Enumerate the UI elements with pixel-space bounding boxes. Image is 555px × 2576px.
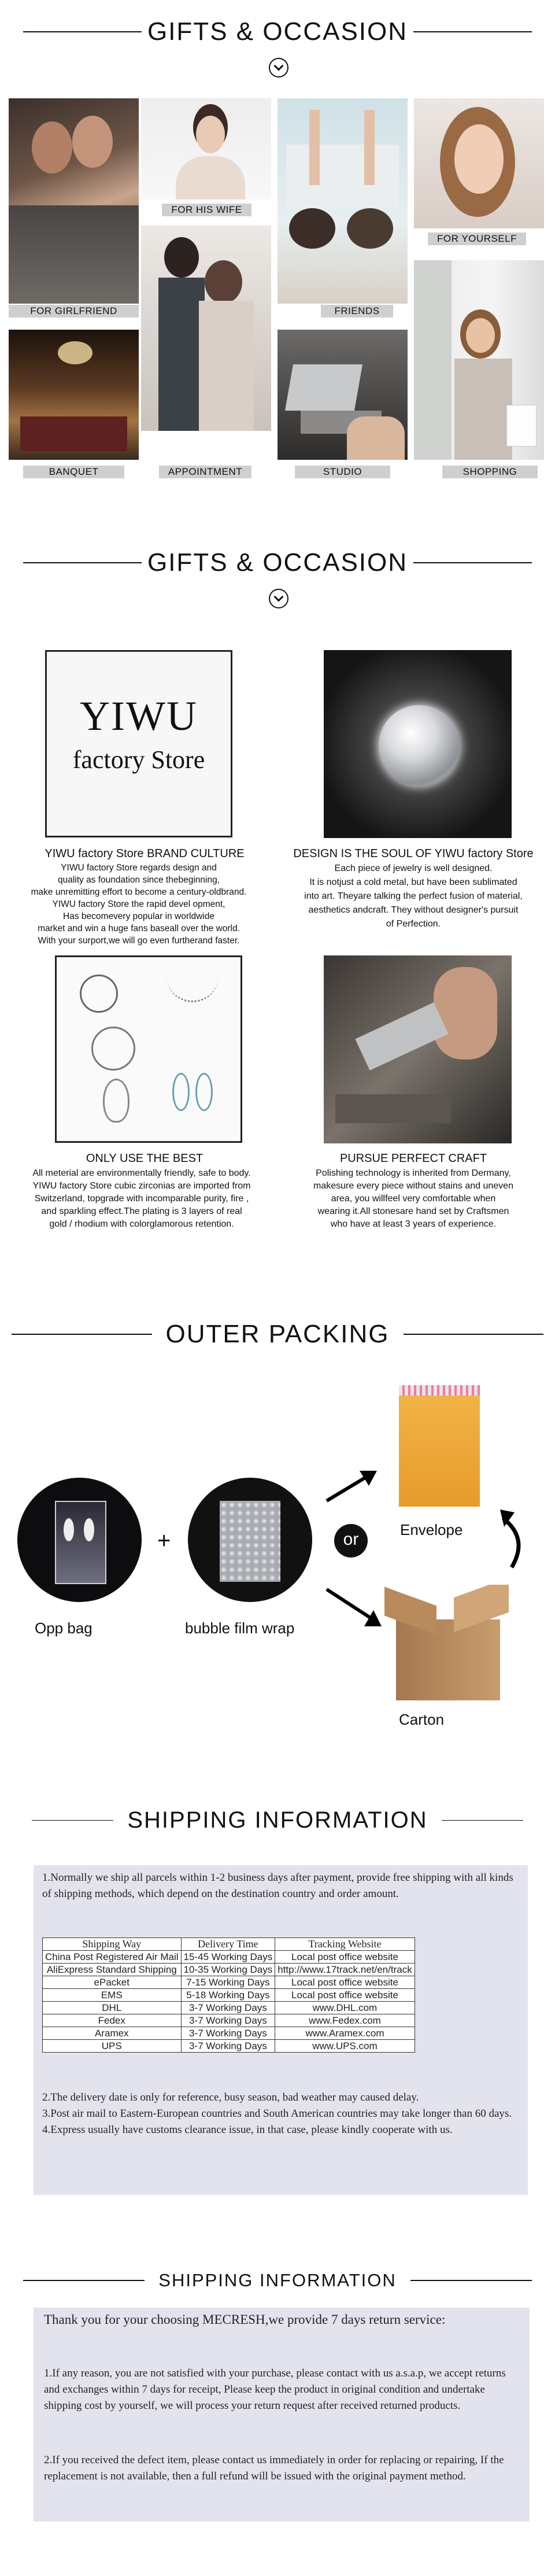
shipping-note: 2.The delivery date is only for reference, busy season, bad weather may caused delay. (42, 2091, 419, 2103)
design-title: DESIGN IS THE SOUL OF YIWU factory Store (293, 847, 534, 860)
table-row (43, 2027, 415, 2040)
header-rule (12, 1334, 152, 1335)
table-row (43, 1964, 415, 1976)
table-cell: China Post Registered Air Mail (43, 1951, 182, 1964)
text-line: Each piece of jewelry is well designed. (334, 863, 493, 873)
shipping-notes (34, 2090, 528, 2138)
shipping-note: 4.Express usually have customs clearance issue, in that case, please kindly cooperate with us. (42, 2124, 453, 2136)
table-row (43, 1951, 415, 1964)
shipping-intro: 1.Normally we ship all parcels within 1-2 business days after payment, provide free shipping with all kinds of shipping methods, which depend on the destination country and order amount. (42, 1872, 513, 1900)
text-line: aesthetics andcraft. They without designer's pursuit (308, 905, 519, 915)
table-cell: AliExpress Standard Shipping (43, 1964, 182, 1976)
returns-paragraph: 1.If any reason, you are not satisfied with your purchase, please contact with us a.s.a.p, we accept returns and exchanges within 7 days for receipt, Please keep the product in original condition and undertake shipping cost by yourself, we will process your return request after received returned products. (44, 2367, 506, 2412)
text-line: gold / rhodium with colorglamorous retention. (49, 1219, 234, 1229)
text-line: Polishing technology is inherited from Dermany, (316, 1168, 511, 1178)
logo-line-2: factory Store (72, 746, 205, 774)
text-line: It is notjust a cold metal, but have been sublimated (309, 877, 517, 887)
returns-panel (34, 2308, 530, 2522)
table-cell: Aramex (43, 2027, 182, 2040)
studio-photo (278, 330, 408, 460)
text-line: All meterial are environmentally friendly, safe to body. (32, 1168, 251, 1178)
text-line: YIWU factory Store regards design and (61, 863, 217, 873)
text-line: YIWU factory Store the rapid devel opment, (52, 899, 225, 909)
label-for-his-wife: FOR HIS WIFE (162, 204, 251, 216)
returns-paragraph: 2.If you received the defect item, please contact us immediately in order for replacing or repairing, If the replacement is not available, then a full refund will be issued with the original payment method. (44, 2454, 504, 2482)
table-row (43, 2040, 415, 2053)
text-line: quality as foundation since thebeginning, (57, 875, 220, 885)
table-cell: 15-45 Working Days (181, 1951, 275, 1964)
table-cell: Local post office website (275, 1989, 415, 2002)
table-cell: UPS (43, 2040, 182, 2053)
label-shopping: SHOPPING (442, 466, 538, 478)
brand-header (0, 548, 555, 577)
culture-title: YIWU factory Store BRAND CULTURE (45, 847, 245, 860)
craft-title: PURSUE PERFECT CRAFT (339, 1152, 487, 1165)
envelope-label: Envelope (400, 1521, 463, 1538)
curved-arrow-icon (497, 1510, 532, 1573)
best-title: ONLY USE THE BEST (86, 1152, 204, 1165)
header-rule (413, 562, 532, 563)
text-line: YIWU factory Store cubic zirconias are imported from (32, 1181, 251, 1191)
table-header-cell: Delivery Time (181, 1938, 275, 1951)
table-cell: 3-7 Working Days (181, 2027, 275, 2040)
brand-logo (45, 650, 232, 837)
table-cell: 5-18 Working Days (181, 1989, 275, 2002)
shipping-table (42, 1937, 415, 2053)
design-text (278, 862, 549, 931)
diamond-photo (324, 650, 512, 838)
table-row (43, 2014, 415, 2027)
table-cell: ePacket (43, 1976, 182, 1989)
table-cell: 3-7 Working Days (181, 2014, 275, 2027)
text-line: Switzerland, topgrade with incomparable purity, fire , (34, 1194, 249, 1204)
table-header-cell: Shipping Way (43, 1938, 182, 1951)
text-line: With your surport,we will go even furtherand faster. (38, 936, 240, 946)
text-line: and sparkling effect.The plating is 3 layers of real (41, 1206, 242, 1216)
header-rule (442, 1820, 523, 1821)
label-friends: FRIENDS (321, 305, 393, 318)
shopping-photo (414, 260, 544, 460)
envelope-image (399, 1385, 480, 1507)
table-cell: Fedex (43, 2014, 182, 2027)
culture-text (0, 862, 278, 947)
table-cell: Local post office website (275, 1951, 415, 1964)
logo-line-1: YIWU (80, 693, 198, 739)
header-rule (410, 2280, 532, 2281)
section-title: GIFTS & OCCASION (147, 548, 408, 577)
shipping-panel (34, 1865, 528, 2195)
table-row (43, 1989, 415, 2002)
table-cell: 10-35 Working Days (181, 1964, 275, 1976)
header-rule (404, 1334, 544, 1335)
or-badge (334, 1524, 368, 1558)
header-rule (32, 1820, 113, 1821)
text-line: make unremitting effort to become a century-oldbrand. (31, 887, 247, 897)
section-title: GIFTS & OCCASION (147, 17, 408, 46)
table-row (43, 2002, 415, 2014)
table-header-cell: Tracking Website (275, 1938, 415, 1951)
header-rule (413, 31, 532, 32)
text-line: who have at least 3 years of experience. (330, 1219, 497, 1229)
packing-header (0, 1320, 555, 1349)
text-line: of Perfection. (386, 919, 441, 929)
best-text (0, 1167, 283, 1231)
header-rule (23, 562, 142, 563)
table-cell: www.DHL.com (275, 2002, 415, 2014)
table-cell: www.Fedex.com (275, 2014, 415, 2027)
table-header-row (43, 1938, 415, 1951)
label-studio: STUDIO (295, 466, 390, 478)
table-cell: 3-7 Working Days (181, 2040, 275, 2053)
text-line: Has becomevery popular in worldwide (63, 911, 214, 921)
arrow-up-right-icon (324, 1466, 382, 1507)
text-line: wearing it.All stonesare hand set by Craftsmen (317, 1206, 509, 1216)
banquet-photo (9, 330, 139, 460)
bubble-wrap-image (188, 1478, 312, 1602)
table-cell: Local post office website (275, 1976, 415, 1989)
appointment-photo (141, 226, 271, 431)
table-row (43, 1976, 415, 1989)
label-appointment: APPOINTMENT (159, 466, 251, 478)
label-for-yourself: FOR YOURSELF (428, 232, 526, 245)
friends-photo (278, 98, 408, 304)
his-wife-photo (141, 98, 271, 200)
opp-bag-label: Opp bag (35, 1619, 92, 1637)
label-for-girlfriend: FOR GIRLFRIEND (9, 305, 139, 318)
text-line: area, you willfeel very comfortable when (331, 1194, 496, 1204)
chevron-down-icon (269, 589, 288, 608)
text-line: market and win a huge fans baseall over the world. (38, 924, 240, 933)
text-line: makesure every piece without stains and uneven (313, 1181, 513, 1191)
header-rule (23, 31, 142, 32)
craft-photo (324, 955, 512, 1143)
table-cell: EMS (43, 1989, 182, 2002)
girlfriend-photo (9, 98, 139, 304)
returns-heading: Thank you for your choosing MECRESH,we provide 7 days return service: (44, 2312, 446, 2327)
header-rule (23, 2280, 145, 2281)
section-title: SHIPPING INFORMATION (158, 2270, 397, 2290)
text-line: into art. Theyare talking the perfect fusion of material, (304, 891, 523, 901)
shipping-note: 3.Post air mail to Eastern-European countries and South American countries may take longer than 60 days. (42, 2108, 512, 2120)
gifts-header (0, 17, 555, 46)
plus-sign: + (157, 1528, 171, 1553)
table-cell: DHL (43, 2002, 182, 2014)
carton-image (384, 1585, 512, 1700)
craft-text (278, 1167, 549, 1231)
chevron-down-icon (269, 58, 288, 77)
returns-header (0, 2270, 555, 2291)
section-title: OUTER PACKING (165, 1320, 390, 1348)
jewelry-sketch-photo (55, 955, 242, 1143)
or-text: or (343, 1530, 359, 1549)
yourself-photo (414, 98, 544, 228)
carton-label: Carton (399, 1711, 445, 1728)
table-cell: http://www.17track.net/en/track (275, 1964, 415, 1976)
table-cell: 7-15 Working Days (181, 1976, 275, 1989)
shipping-header (0, 1807, 555, 1833)
table-cell: 3-7 Working Days (181, 2002, 275, 2014)
section-title: SHIPPING INFORMATION (127, 1807, 428, 1833)
table-cell: www.UPS.com (275, 2040, 415, 2053)
label-banquet: BANQUET (23, 466, 124, 478)
bubble-label: bubble film wrap (185, 1619, 295, 1637)
opp-bag-image (17, 1478, 142, 1602)
table-cell: www.Aramex.com (275, 2027, 415, 2040)
arrow-down-right-icon (324, 1585, 387, 1631)
